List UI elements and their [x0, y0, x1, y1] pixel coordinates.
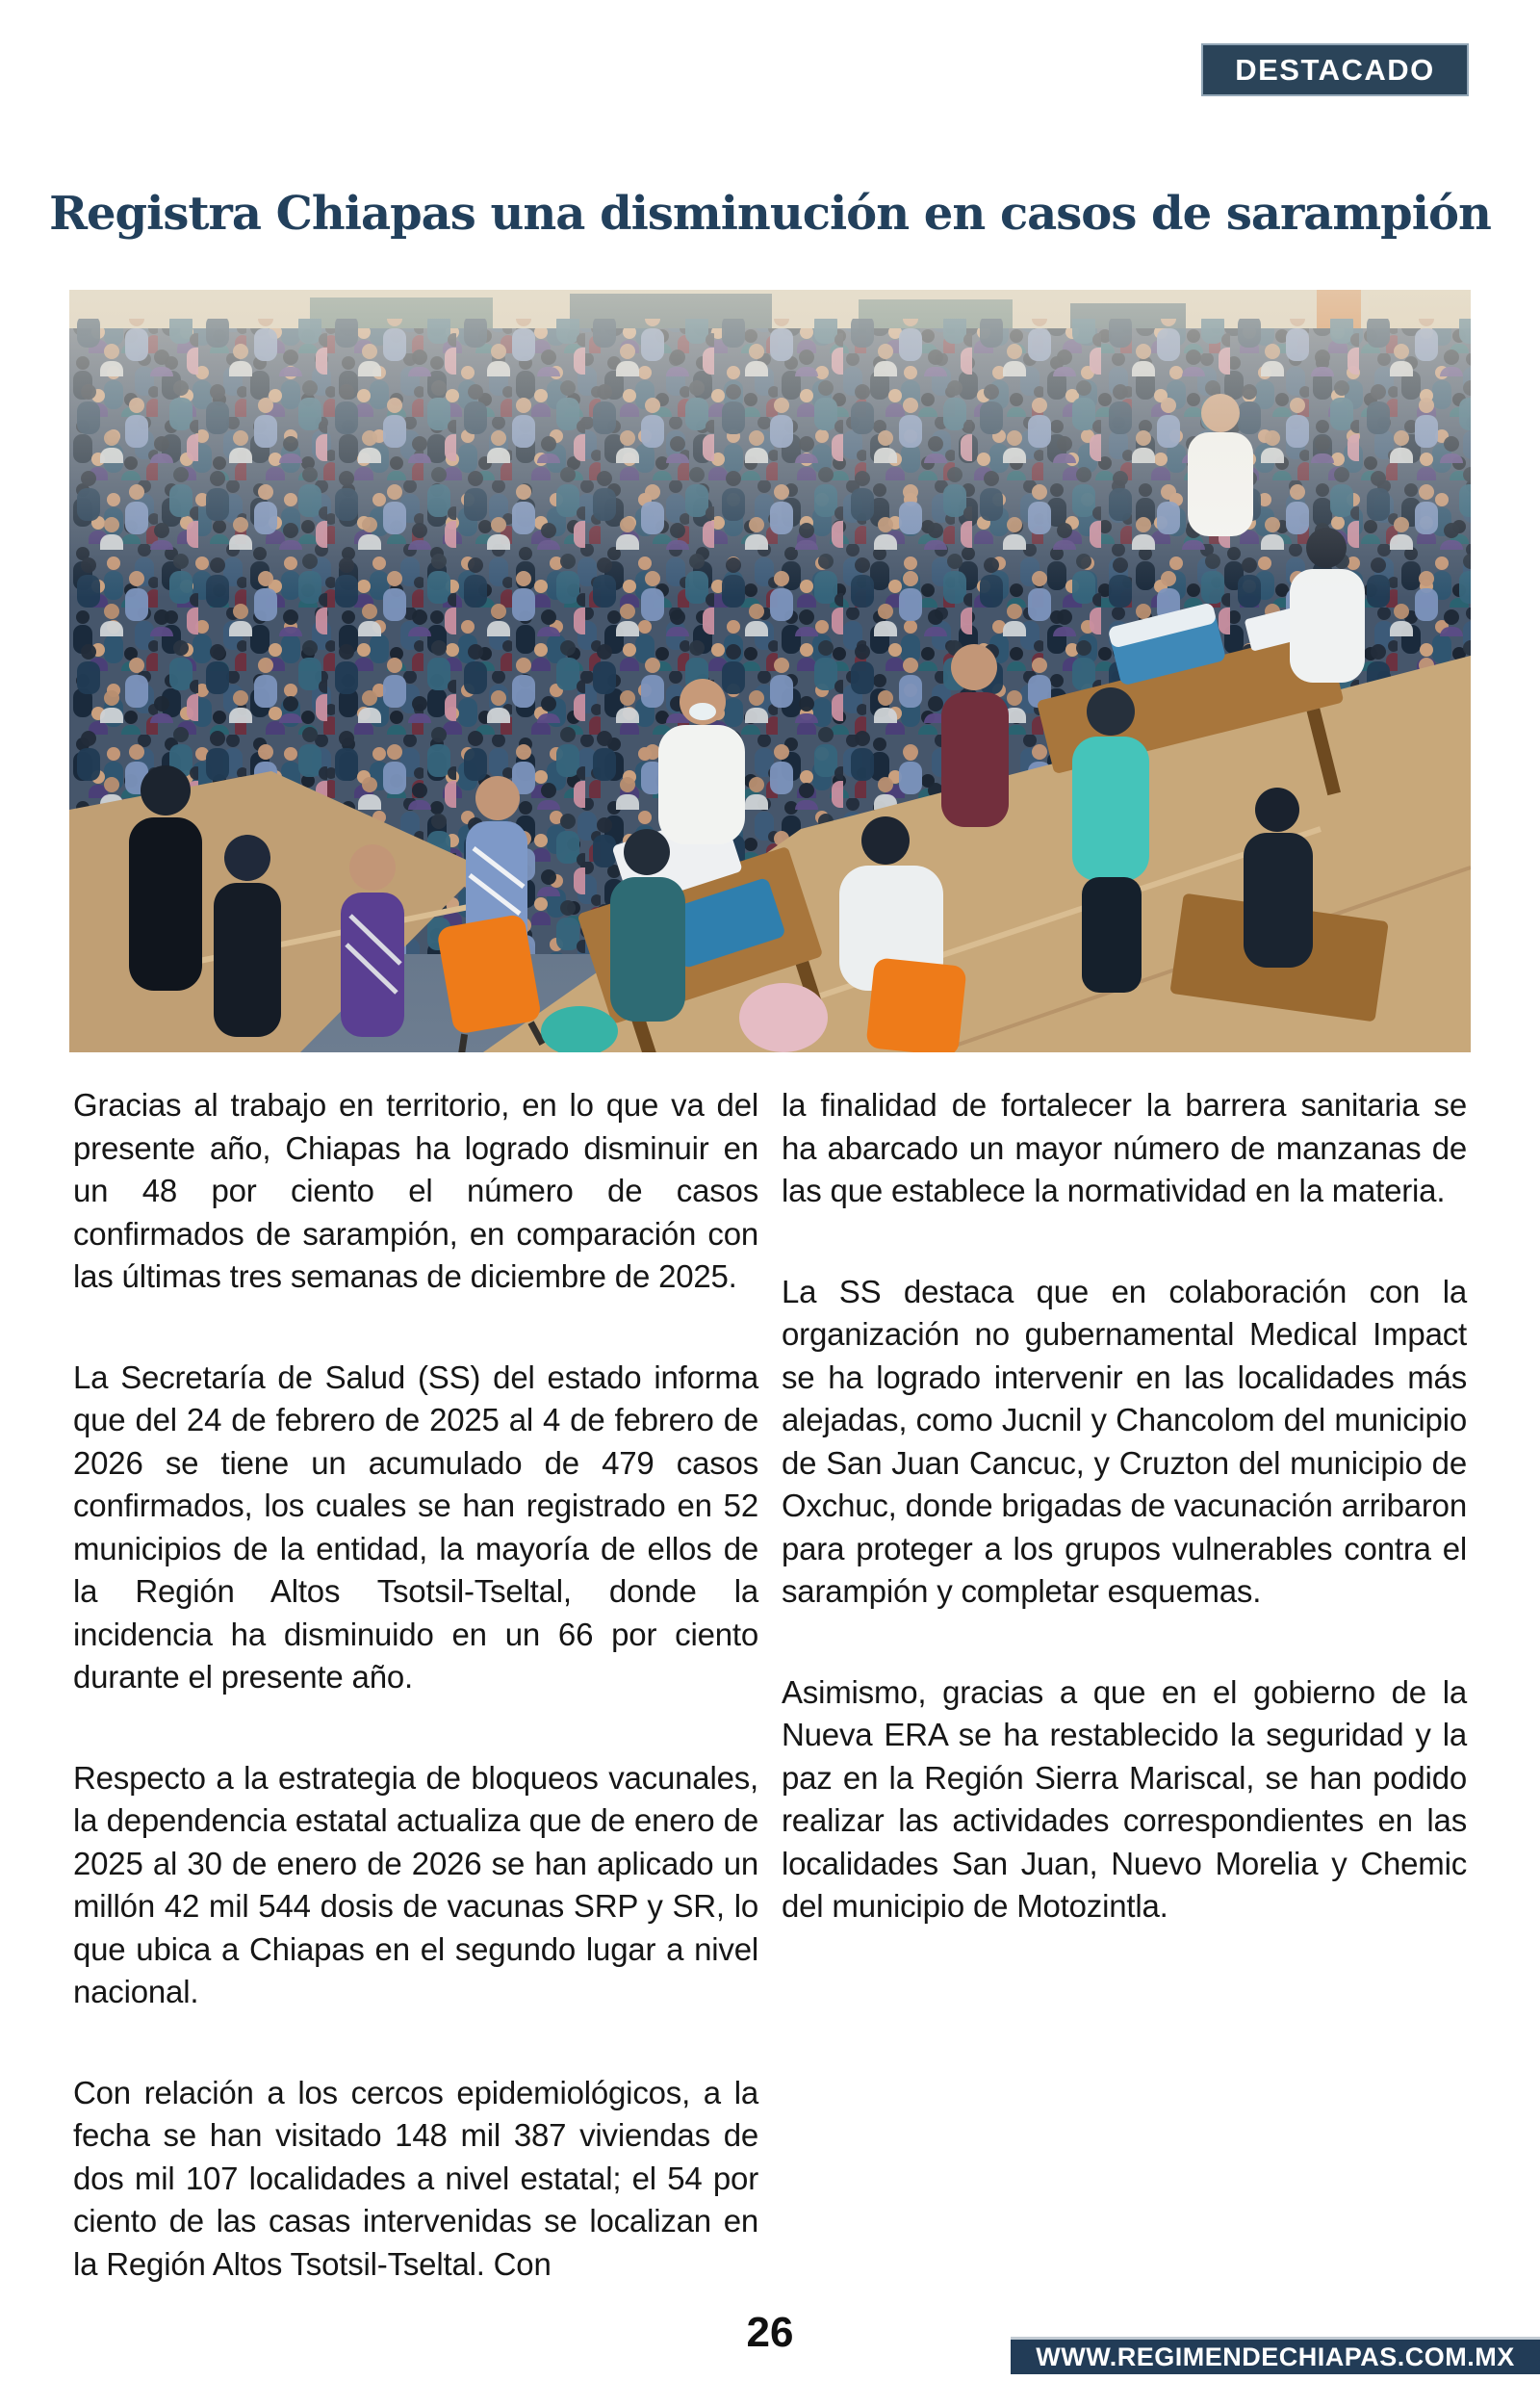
page-number: 26 [746, 2309, 794, 2356]
paragraph: Respecto a la estrategia de bloqueos vacunales, la dependencia estatal actualiza que de enero de 2025 al 30 de enero de 2026 se han aplicado un millón 42 mil 544 dosis de vacunas SRP y SR, lo que ubica a Chiapas en el segundo lugar a nivel nacional. [73, 1759, 758, 2009]
article-column-left [73, 1084, 758, 2343]
page-title: Registra Chiapas una disminución en casos de sarampión [49, 187, 1491, 242]
article-column-right [782, 1084, 1467, 2343]
section-badge [1201, 43, 1469, 96]
paragraph: La SS destaca que en colaboración con la organización no gubernamental Medical Impact se ha logrado intervenir en las localidades más alejadas, como Jucnil y Chancolom del municipio de San Juan Cancuc, y Cruzton del municipio de Oxchuc, donde brigadas de vacunación arribaron para proteger a los grupos vulnerables contra el sarampión y completar esquemas. [782, 1273, 1467, 1609]
article-photo [69, 290, 1471, 1052]
paragraph: Asimismo, gracias a que en el gobierno de la Nueva ERA se ha restablecido la seguridad y la paz en la Región Sierra Mariscal, se han podido realizar las actividades correspondientes en las localidades San Juan, Nuevo Morelia y Chemic del municipio de Motozintla. [782, 1673, 1467, 1924]
paragraph: la finalidad de fortalecer la barrera sanitaria se ha abarcado un mayor número de manzanas de las que establece la normatividad en la materia. [782, 1087, 1467, 1208]
section-badge-label: DESTACADO [1235, 52, 1435, 87]
vaccination-crowd-photo-illustration [69, 290, 1471, 1052]
website-footer-bar [1011, 2337, 1540, 2374]
website-url: WWW.REGIMENDECHIAPAS.COM.MX [1036, 2342, 1515, 2371]
paragraph: Con relación a los cercos epidemiológicos, a la fecha se han visitado 148 mil 387 viviendas de dos mil 107 localidades a nivel estatal; el 54 por ciento de las casas intervenidas se localizan en la Región Altos Tsotsil-Tseltal. Con [73, 2074, 758, 2282]
article-body [73, 1084, 1471, 2343]
paragraph: La Secretaría de Salud (SS) del estado informa que del 24 de febrero de 2025 al 4 de febrero de 2026 se tiene un acumulado de 479 casos confirmados, los cuales se han registrado en 52 municipios de la entidad, la mayoría de ellos de la Región Altos Tsotsil-Tseltal, donde la incidencia ha disminuido en un 66 por ciento durante el presente año. [73, 1359, 758, 1695]
paragraph: Gracias al trabajo en territorio, en lo que va del presente año, Chiapas ha logrado disminuir en un 48 por ciento el número de casos confirmados de sarampión, en comparación con las últimas tres semanas de diciembre de 2025. [73, 1087, 758, 1294]
